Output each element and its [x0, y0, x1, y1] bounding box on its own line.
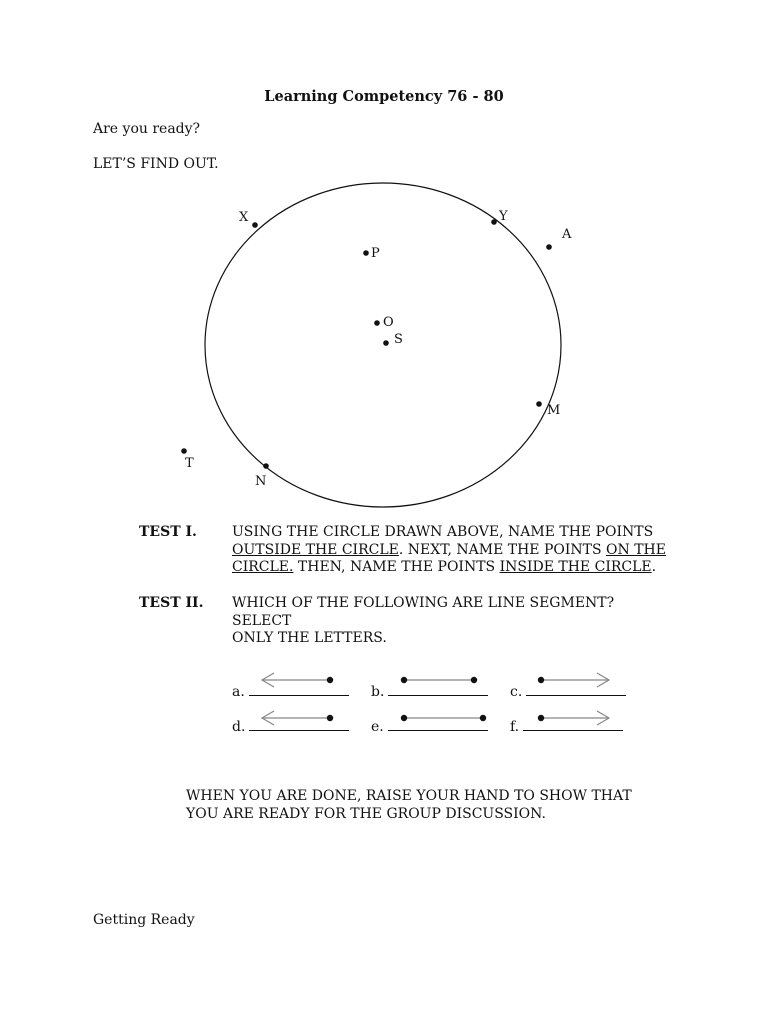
point-a-dot [546, 244, 552, 250]
on-circle-text-cont: CIRCLE. [232, 559, 294, 575]
point-t-dot [181, 448, 187, 454]
outside-circle-text: OUTSIDE THE CIRCLE [232, 541, 399, 558]
option-e-blank[interactable] [388, 718, 488, 731]
point-n-dot [263, 463, 269, 469]
closing-line-1: WHEN YOU ARE DONE, RAISE YOUR HAND TO SHOW THAT [186, 788, 632, 804]
option-a-blank[interactable] [249, 683, 349, 696]
test-1-label: TEST I. [139, 524, 197, 540]
point-m-dot [536, 401, 542, 407]
test-2-line-2: SELECT [232, 612, 292, 629]
point-o-dot [374, 320, 380, 326]
point-n-label: N [255, 474, 267, 489]
option-c-blank[interactable] [526, 683, 626, 696]
option-a-label: a. [232, 684, 245, 700]
option-c-label: c. [510, 684, 523, 700]
point-o-label: O [383, 315, 394, 330]
point-y-label: Y [499, 209, 508, 224]
page-title: Learning Competency 76 - 80 [264, 88, 504, 105]
point-x-dot [252, 222, 258, 228]
point-m-label: M [547, 403, 561, 418]
point-y-dot [491, 219, 497, 225]
footer-text: Getting Ready [93, 912, 195, 928]
test-2-label: TEST II. [139, 595, 204, 611]
test-2-instructions [232, 595, 692, 648]
inside-circle-text: INSIDE THE CIRCLE [499, 559, 652, 575]
option-b[interactable] [371, 683, 488, 700]
closing-line-2: YOU ARE READY FOR THE GROUP DISCUSSION. [186, 806, 546, 822]
intro-question: Are you ready? [93, 121, 201, 137]
option-d-blank[interactable] [249, 718, 349, 731]
option-b-blank[interactable] [388, 683, 488, 696]
test-2-line-3: ONLY THE LETTERS. [232, 630, 387, 646]
option-a[interactable] [232, 683, 349, 700]
point-x-label: X [239, 210, 249, 225]
option-f[interactable] [510, 718, 623, 735]
intro-instruction: LET’S FIND OUT. [93, 156, 219, 172]
option-f-blank[interactable] [523, 718, 623, 731]
circle [205, 183, 561, 507]
option-e[interactable] [371, 718, 488, 735]
test-1-line-3-end: . [651, 559, 657, 575]
on-circle-text: ON THE [606, 541, 666, 558]
point-s-label: S [394, 332, 403, 347]
test-1-line-2-text: . NEXT, NAME THE POINTS [398, 541, 607, 558]
test-1-line-3-text: THEN, NAME THE POINTS [293, 559, 500, 575]
option-c[interactable] [510, 683, 626, 700]
option-d[interactable] [232, 718, 349, 735]
option-d-label: d. [232, 719, 246, 735]
point-a-label: A [562, 227, 572, 242]
test-1-line-3 [232, 559, 692, 577]
test-1-instructions [232, 524, 692, 577]
option-e-label: e. [371, 719, 384, 735]
point-s-dot [383, 340, 389, 346]
test-2-line-1: WHICH OF THE FOLLOWING ARE LINE SEGMENT? [232, 595, 615, 611]
point-p-label: P [371, 246, 380, 261]
point-t-label: T [185, 456, 194, 471]
test-1-line-1: USING THE CIRCLE DRAWN ABOVE, NAME THE POINTS [232, 524, 654, 540]
point-p-dot [363, 250, 369, 256]
test-1-line-2 [232, 542, 692, 560]
option-f-label: f. [510, 719, 520, 735]
option-b-label: b. [371, 684, 385, 700]
